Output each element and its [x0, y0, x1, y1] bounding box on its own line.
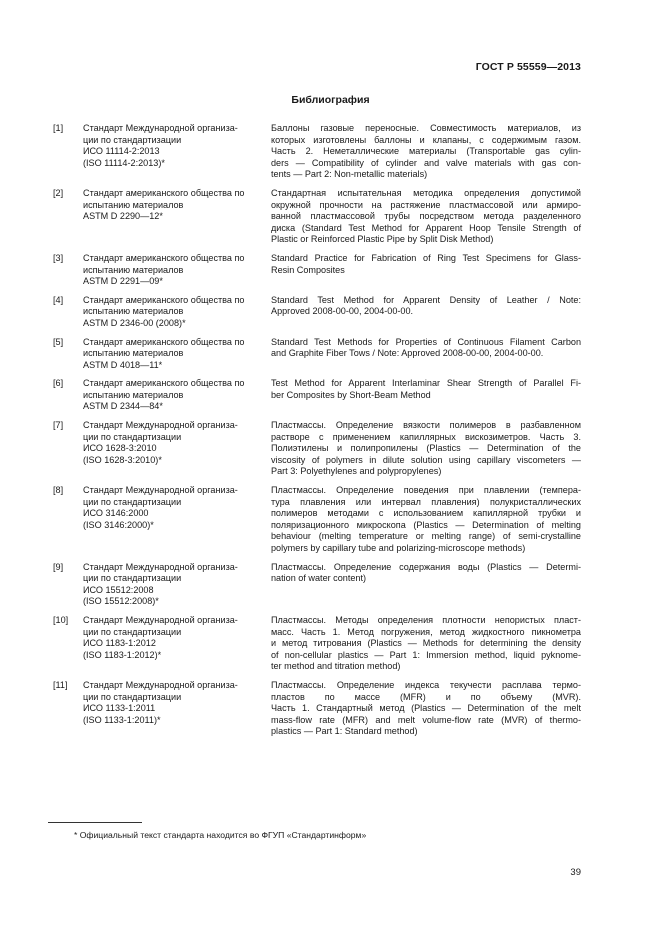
entry-number: [7]: [53, 420, 64, 431]
source-line: (ISO 1133-1:2011)*: [83, 714, 161, 725]
description-line: polymers by capillary tube and polarizing-microscope methods): [271, 543, 526, 553]
source-line: ИСО 11114-2:2013: [83, 146, 160, 157]
source-line: ции по стандартизации: [83, 431, 182, 442]
entry-description: [271, 295, 581, 318]
entry-description: [271, 562, 581, 585]
source-line: Стандарт Международной организа-: [83, 485, 238, 496]
source-line: ции по стандартизации: [83, 573, 182, 584]
bibliography-entry: [53, 615, 581, 673]
entry-source: [83, 680, 259, 726]
bibliography-entry: [53, 337, 581, 372]
description-line: Пластмассы. Определение индекса текучести расплава термо-: [271, 679, 581, 690]
entry-description: [271, 680, 581, 738]
description-line: Resin Composites: [271, 264, 345, 275]
footnote: * Официальный текст стандарта находится во ФГУП «Стандартинформ»: [74, 830, 367, 840]
description-line: viscosity of polymers in dilute solution using capillary viscometers —: [271, 454, 581, 465]
source-line: ASTM D 2346-00 (2008)*: [83, 317, 186, 328]
description-line: поляризационного микроскопа (Plastics — Determination of melting: [271, 519, 581, 530]
entry-number: [1]: [53, 123, 64, 133]
description-line: Standard Test Method for Apparent Density of Leather / Note:: [271, 294, 581, 305]
entry-description: [271, 123, 581, 181]
description-line: Standard Test Methods for Properties of Continuous Filament Carbon: [271, 336, 581, 347]
bibliography-entry: [53, 680, 581, 738]
entry-description: [271, 485, 581, 555]
entry-description: [271, 420, 581, 478]
source-line: (ISO 1628-3:2010)*: [83, 454, 162, 465]
source-line: (ISO 3146:2000)*: [83, 519, 154, 530]
description-line: масс. Часть 1. Метод погружения, метод жидкостного пикнометра: [271, 626, 581, 637]
source-line: Стандарт Международной организа-: [83, 614, 238, 625]
entry-number: [2]: [53, 187, 64, 198]
entry-description: [271, 615, 581, 673]
description-line: Часть 1. Стандартный метод (Plastics — Determination of the melt: [271, 703, 581, 714]
bibliography-entry: [53, 295, 581, 330]
description-line: of non-cellular plastics — Part 1: Immersion method, liquid pyknome-: [271, 649, 581, 660]
description-line: Standard Practice for Fabrication of Ring Test Specimens for Glass-: [271, 252, 581, 263]
description-line: ter method and titration method): [271, 661, 401, 672]
bibliography-entry: [53, 562, 581, 608]
description-line: Test Method for Apparent Interlaminar Shear Strength of Parallel Fi-: [271, 378, 581, 389]
description-line: полимеров методами с использованием капиллярной трубки и: [271, 508, 581, 519]
source-line: ции по стандартизации: [83, 626, 182, 637]
entry-number: [10]: [53, 614, 69, 625]
source-line: ИСО 1133-1:2011: [83, 703, 156, 714]
source-line: испытанию материалов: [83, 199, 184, 210]
entry-number: [3]: [53, 252, 64, 263]
bibliography-entry: [53, 253, 581, 288]
bibliography-entry: [53, 485, 581, 555]
description-line: Plastic or Reinforced Plastic Pipe by Split Disk Method): [271, 234, 494, 245]
standard-id: ГОСТ Р 55559—2013: [475, 61, 581, 73]
description-line: Баллоны газовые переносные. Совместимость материалов, из: [271, 123, 581, 133]
entry-source: [83, 253, 259, 288]
description-line: Часть 2. Неметаллические материалы (Transportable gas cylin-: [271, 146, 581, 157]
source-line: испытанию материалов: [83, 348, 184, 359]
entry-source: [83, 188, 259, 223]
source-line: испытанию материалов: [83, 264, 184, 275]
source-line: (ISO 15512:2008)*: [83, 596, 159, 607]
entry-number: [11]: [53, 679, 68, 690]
description-line: ванной пластмассовой трубы посредством метода разделенного: [271, 211, 581, 222]
entry-number: [9]: [53, 561, 64, 572]
description-line: растворе с применением капиллярных вискозиметров. Часть 3.: [271, 431, 581, 442]
description-line: mass-flow rate (MFR) and melt volume-flow rate (MVR) of thermo-: [271, 714, 581, 725]
source-line: Стандарт американского общества по: [83, 294, 245, 305]
bibliography-entry: [53, 188, 581, 246]
entry-description: [271, 337, 581, 360]
source-line: испытанию материалов: [83, 306, 184, 317]
source-line: ции по стандартизации: [83, 134, 182, 145]
description-line: plastics — Part 1: Standard method): [271, 726, 418, 737]
entry-description: [271, 378, 581, 401]
source-line: Стандарт американского общества по: [83, 252, 245, 263]
description-line: и метод титрования (Plastics — Methods for determining the density: [271, 638, 581, 649]
source-line: ции по стандартизации: [83, 496, 182, 507]
source-line: Стандарт Международной организа-: [83, 420, 238, 431]
source-line: испытанию материалов: [83, 389, 184, 400]
description-line: Пластмассы. Определение поведения при плавлении (темпера-: [271, 485, 581, 496]
source-line: ИСО 3146:2000: [83, 508, 149, 519]
entry-source: [83, 337, 259, 372]
entry-description: [271, 253, 581, 276]
description-line: Part 3: Polyethylenes and polypropylenes): [271, 466, 442, 477]
source-line: Стандарт американского общества по: [83, 187, 245, 198]
entry-number: [6]: [53, 378, 64, 389]
source-line: (ISO 11114-2:2013)*: [83, 157, 165, 168]
source-line: Стандарт Международной организа-: [83, 123, 238, 133]
description-line: tents — Part 2: Non-metallic materials): [271, 169, 428, 180]
entry-description: [271, 188, 581, 246]
source-line: ИСО 1183-1:2012: [83, 638, 156, 649]
description-line: Пластмассы. Определение содержания воды (Plastics — Determi-: [271, 561, 581, 572]
source-line: ИСО 1628-3:2010: [83, 443, 157, 454]
description-line: тура плавления или интервал плавления) полукристаллических: [271, 496, 581, 507]
entry-source: [83, 615, 259, 661]
description-line: behaviour (melting temperature or melting range) of semi-crystalline: [271, 531, 581, 542]
page-number: 39: [570, 867, 581, 878]
page-title: Библиография: [291, 94, 370, 106]
source-line: ИСО 15512:2008: [83, 584, 154, 595]
source-line: (ISO 1183-1:2012)*: [83, 649, 162, 660]
description-line: окружной прочности на растяжение пластмассовой или армиро-: [271, 199, 581, 210]
description-line: Approved 2008-00-00, 2004-00-00.: [271, 306, 414, 317]
source-line: Стандарт Международной организа-: [83, 679, 238, 690]
description-line: ders — Compatibility of cylinder and valve materials with gas con-: [271, 157, 581, 168]
description-line: Стандартная испытательная методика определения допустимой: [271, 187, 581, 198]
description-line: пластов по массе (MFR) и по объему (MVR).: [271, 691, 581, 702]
description-line: Пластмассы. Методы определения плотности непористых пласт-: [271, 614, 581, 625]
description-line: ber Composites by Short-Beam Method: [271, 389, 431, 400]
source-line: ции по стандартизации: [83, 691, 182, 702]
entry-source: [83, 420, 259, 466]
entry-number: [4]: [53, 294, 64, 305]
source-line: Стандарт американского общества по: [83, 336, 245, 347]
entry-source: [83, 123, 259, 169]
bibliography-entry: [53, 420, 581, 478]
bibliography-entry: [53, 378, 581, 413]
entry-source: [83, 485, 259, 531]
source-line: Стандарт американского общества по: [83, 378, 245, 389]
bibliography-list: [53, 123, 581, 745]
source-line: Стандарт Международной организа-: [83, 561, 238, 572]
description-line: которых изготовлены баллоны и клапаны, с содержимым газом.: [271, 134, 581, 145]
bibliography-entry: [53, 123, 581, 181]
source-line: ASTM D 2344—84*: [83, 401, 163, 412]
description-line: Полиэтилены и полипропилены (Plastics — Determination of the: [271, 443, 581, 454]
description-line: диска (Standard Test Method for Apparent Hoop Tensile Strength of: [271, 222, 581, 233]
source-line: ASTM D 2291—09*: [83, 276, 163, 287]
description-line: Пластмассы. Определение вязкости полимеров в разбавленном: [271, 420, 581, 431]
entry-source: [83, 562, 259, 608]
footnote-divider: [48, 822, 142, 823]
entry-source: [83, 295, 259, 330]
entry-source: [83, 378, 259, 413]
description-line: nation of water content): [271, 573, 367, 584]
description-line: and Graphite Fiber Tows / Note: Approved 2008-00-00, 2004-00-00.: [271, 348, 544, 359]
source-line: ASTM D 2290—12*: [83, 211, 163, 222]
source-line: ASTM D 4018—11*: [83, 359, 163, 370]
entry-number: [8]: [53, 485, 64, 496]
entry-number: [5]: [53, 336, 64, 347]
